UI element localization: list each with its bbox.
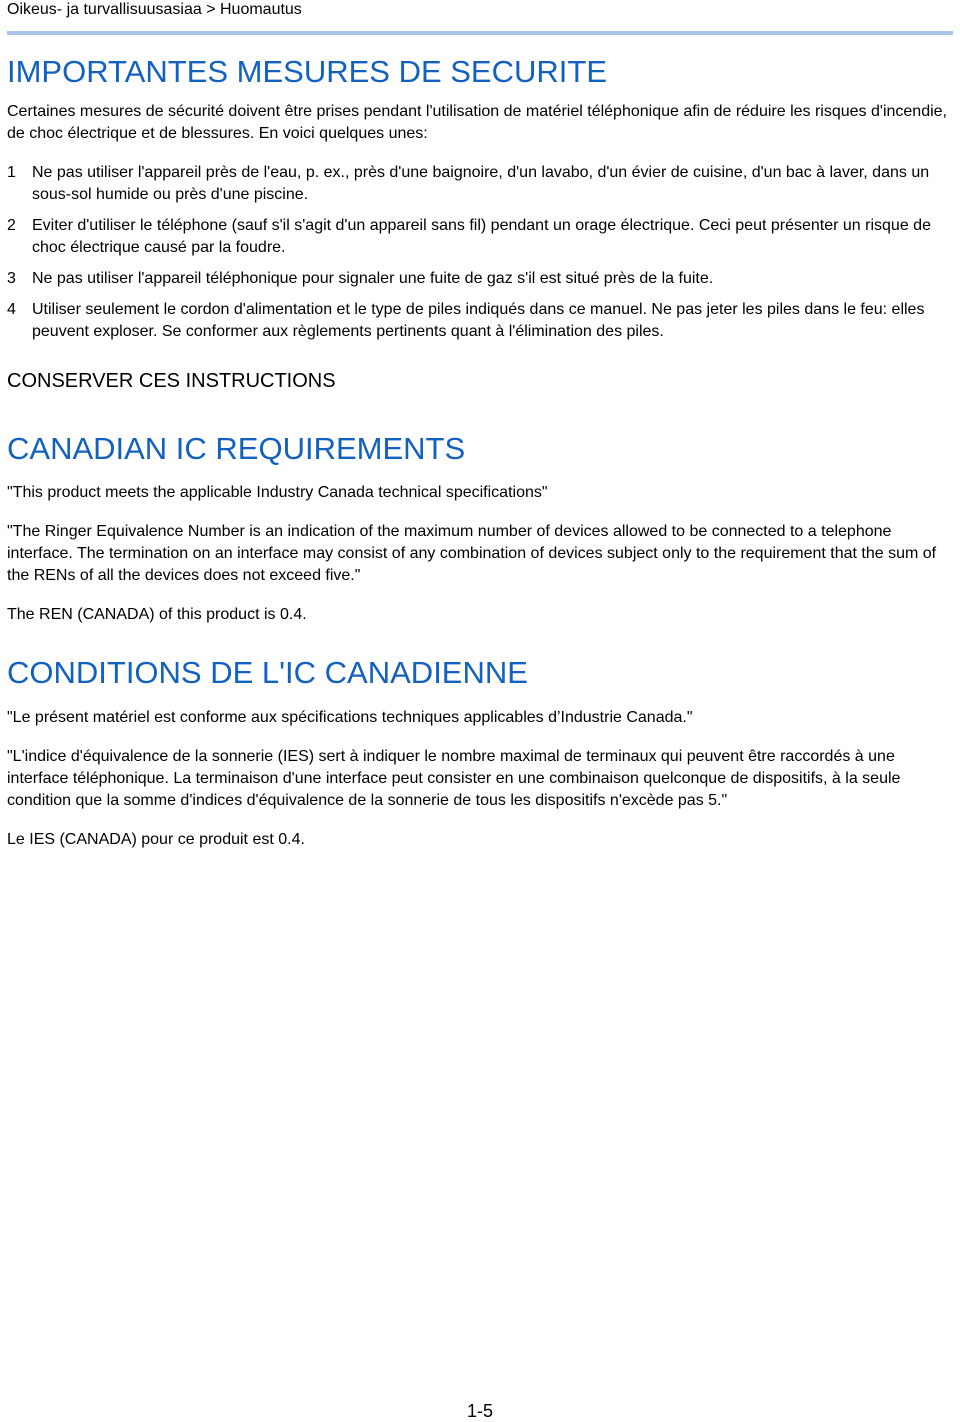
conserve-instructions-heading: CONSERVER CES INSTRUCTIONS <box>7 370 336 392</box>
page-number: 1-5 <box>466 1401 493 1421</box>
list-item-number: 4 <box>7 301 16 318</box>
list-item <box>7 268 953 290</box>
heading-canadian-ic: CANADIAN IC REQUIREMENTS <box>7 431 466 466</box>
safety-list <box>7 162 953 343</box>
list-item <box>7 162 953 206</box>
intro-paragraph: Certaines mesures de sécurité doivent être prises pendant l'utilisation de matériel téléphonique afin de réduire les risques d'incendie, de choc électrique et de blessures. En voici quelques unes: <box>7 103 947 142</box>
list-item <box>7 215 953 259</box>
list-item-text: Utiliser seulement le cordon d'alimentation et le type de piles indiqués dans ce manuel. Ne pas jeter les piles dans le feu: elles peuvent exploser. Se conformer aux règlements pertinents quant à l'élimination des piles. <box>32 301 925 340</box>
list-item-text: Ne pas utiliser l'appareil téléphonique pour signaler une fuite de gaz s'il est situé près de la fuite. <box>32 270 714 287</box>
ies-value-paragraph: Le IES (CANADA) pour ce produit est 0.4. <box>7 831 305 848</box>
list-item-number: 3 <box>7 270 16 287</box>
heading-fr-safety: IMPORTANTES MESURES DE SECURITE <box>7 54 607 89</box>
breadcrumb: Oikeus- ja turvallisuusasiaa > Huomautus <box>7 1 302 18</box>
list-item-number: 1 <box>7 164 16 181</box>
header-divider <box>7 31 953 35</box>
list-item-text: Ne pas utiliser l'appareil près de l'eau, p. ex., près d'une baignoire, d'un lavabo, d'un évier de cuisine, d'un bac à laver, dans un sous-sol humide ou près d'une piscine. <box>32 164 930 203</box>
heading-conditions-ic: CONDITIONS DE L'IC CANADIENNE <box>7 655 528 690</box>
list-item <box>7 299 953 343</box>
document-body <box>7 52 953 851</box>
ies-paragraph: "L'indice d'équivalence de la sonnerie (IES) sert à indiquer le nombre maximal de terminaux qui peuvent être raccordés à une interface téléphonique. La terminaison d'une interface peut consister en une combinaison quelconque de dispositifs, à la seule condition que la somme d'indices d'équivalence de la sonnerie de tous les dispositifs n'excède pas 5." <box>7 748 901 809</box>
list-item-text: Eviter d'utiliser le téléphone (sauf s'il s'agit d'un appareil sans fil) pendant un orage électrique. Ceci peut présenter un risque de choc électrique causé par la foudre. <box>32 217 931 256</box>
ren-value-paragraph: The REN (CANADA) of this product is 0.4. <box>7 606 307 623</box>
ren-paragraph: "The Ringer Equivalence Number is an indication of the maximum number of devices allowed to be connected to a telephone interface. The termination on an interface may consist of any combination of devices subject only to the requirement that the sum of the RENs of all the devices does not exceed five." <box>7 523 937 584</box>
list-item-number: 2 <box>7 217 16 234</box>
ic-conformity-paragraph: "Le présent matériel est conforme aux spécifications techniques applicables d’Industrie Canada." <box>7 709 693 726</box>
ic-spec-paragraph: "This product meets the applicable Industry Canada technical specifications" <box>7 484 548 501</box>
